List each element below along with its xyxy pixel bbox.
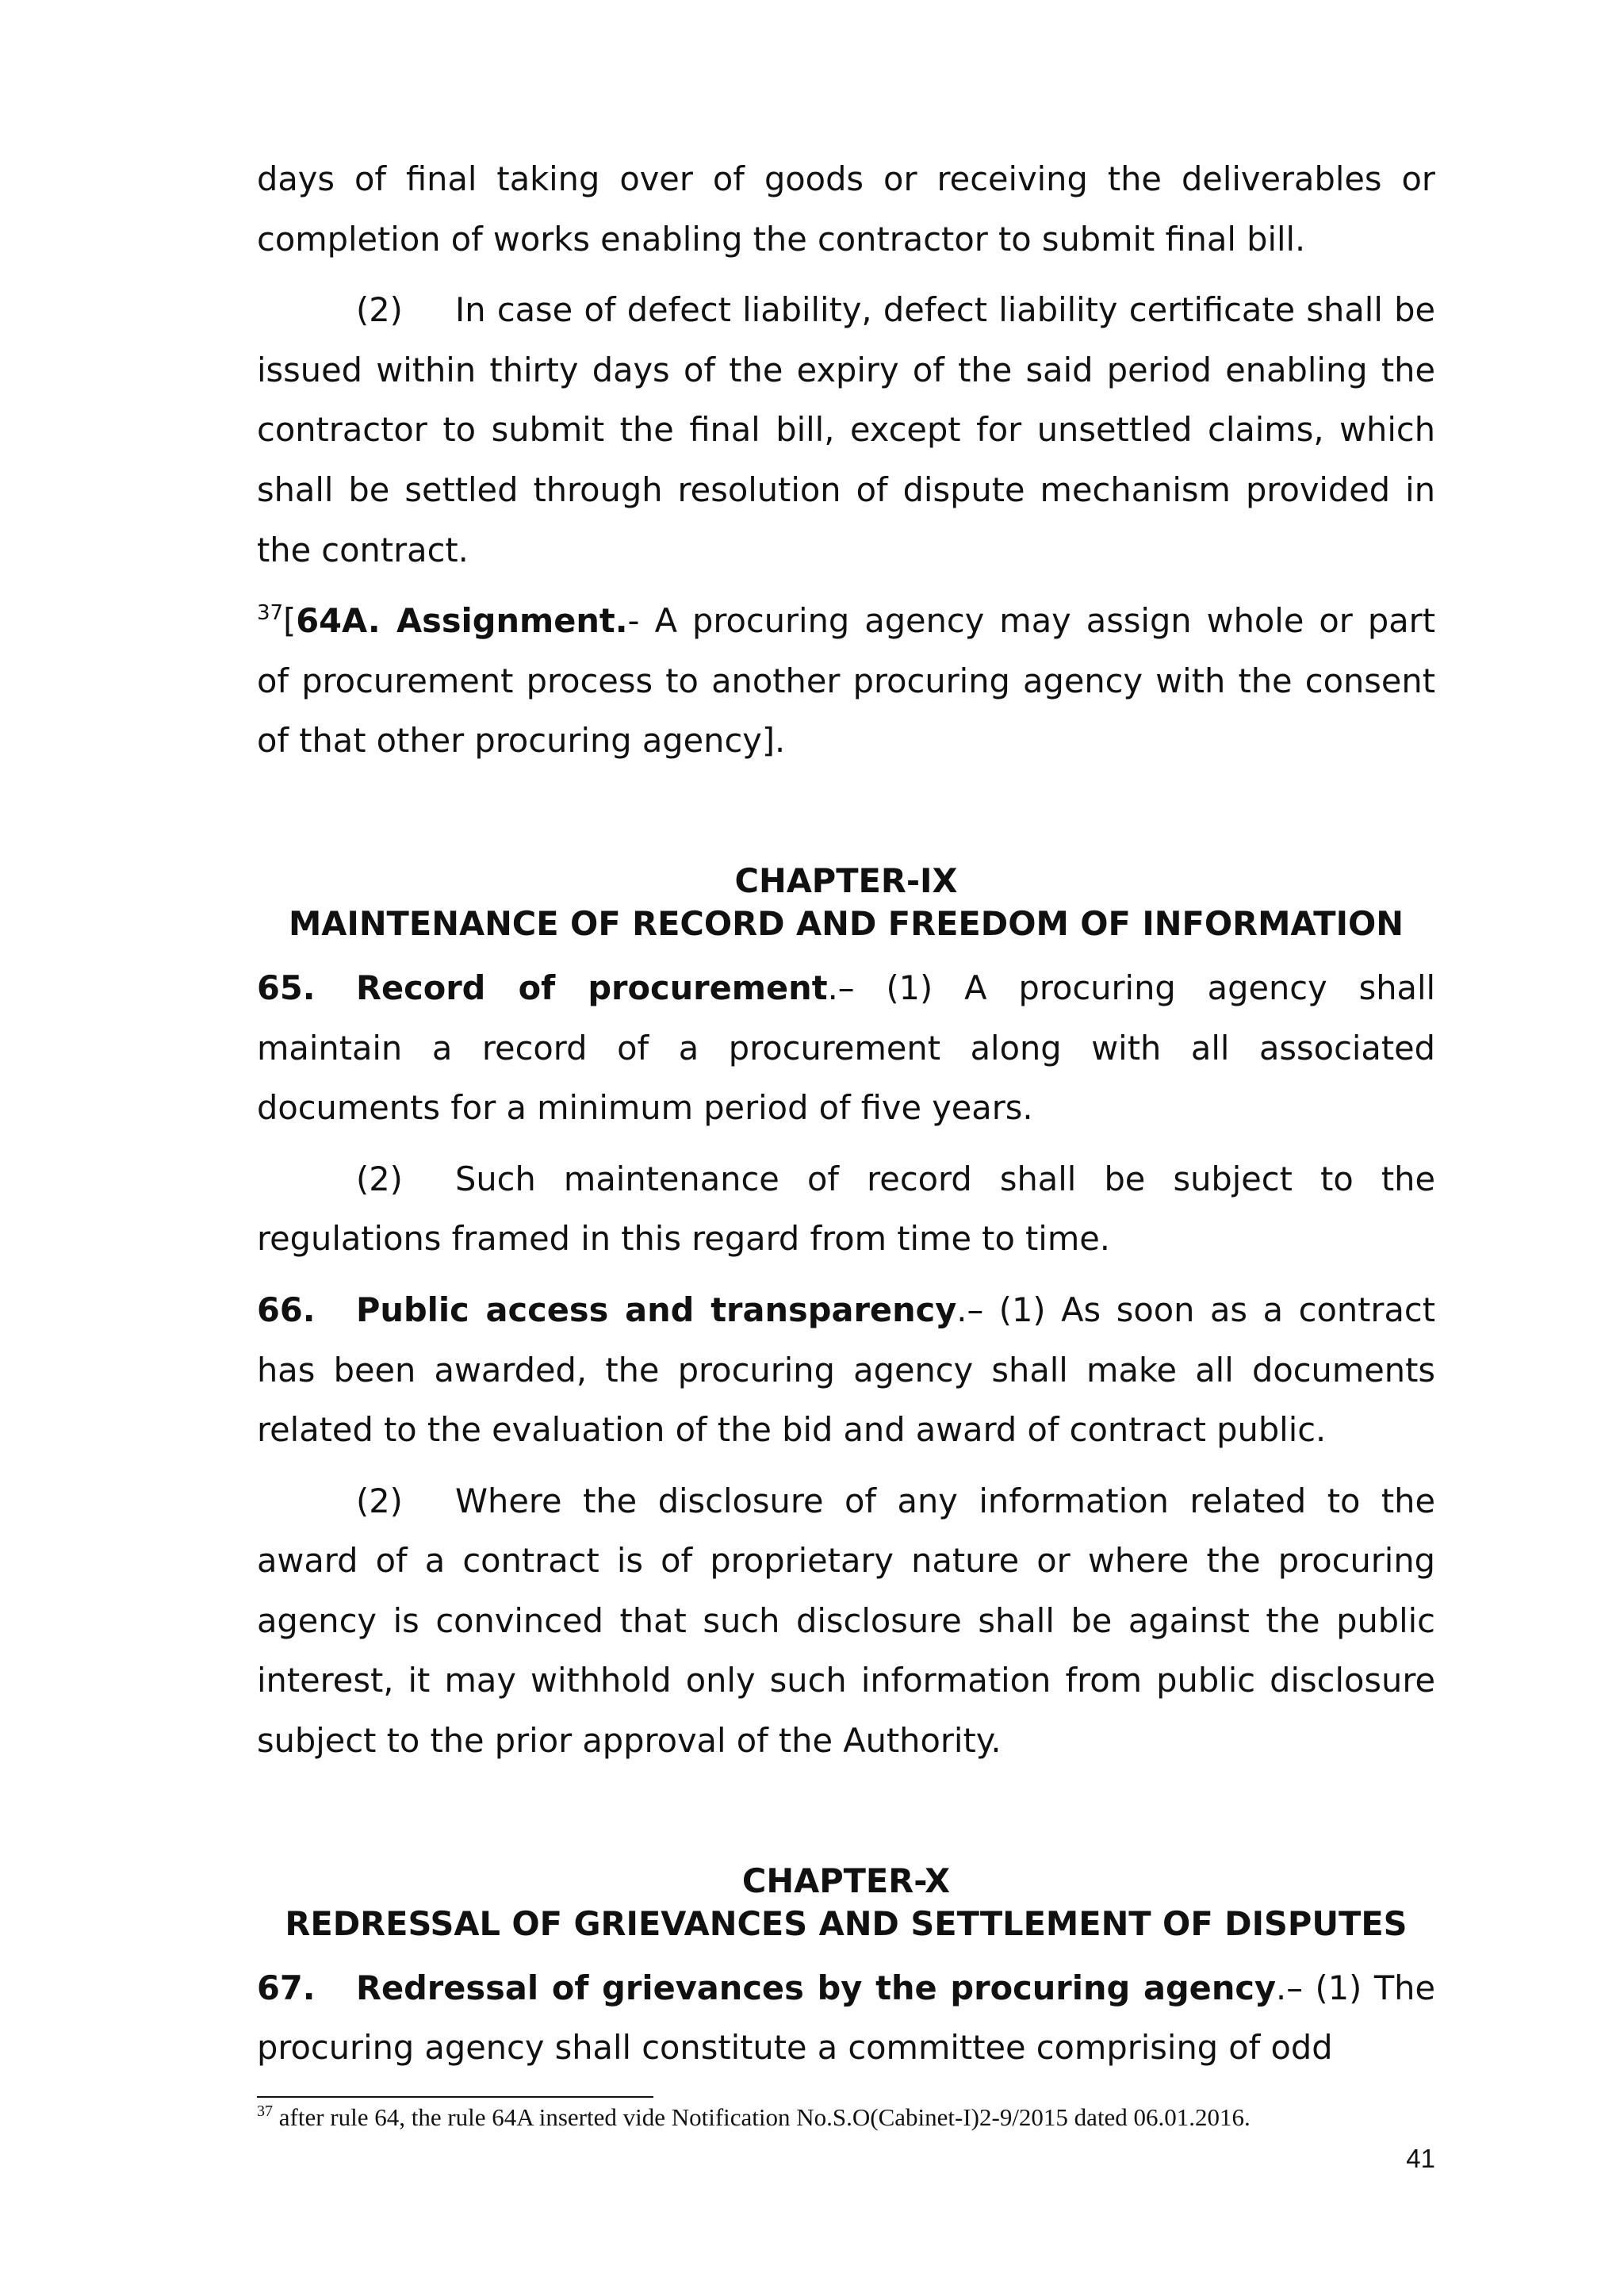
page-number: 41 <box>1406 2144 1435 2173</box>
section-text: .– (1) As soon as a contract has been awarded, the procuring agency shall make all documents related to the evaluation of the bid and award of contract public. <box>257 1290 1435 1450</box>
subsection-number: (2) <box>356 290 403 330</box>
section-title: Record of procurement <box>356 968 828 1007</box>
chapter-heading <box>257 1860 1435 1945</box>
footnote-marker: 37 <box>257 2102 273 2120</box>
footnote-reference[interactable]: 37 <box>257 601 284 626</box>
subsection-number: (2) <box>356 1159 403 1198</box>
subsection-66-2 <box>257 1471 1435 1771</box>
chapter-title: REDRESSAL OF GRIEVANCES AND SETTLEMENT OF DISPUTES <box>285 1903 1408 1943</box>
section-67 <box>257 1958 1435 2078</box>
section-text: - A procuring agency may assign whole or part of procurement process to another procuring agency with the consent of that other procuring agency]. <box>257 601 1435 761</box>
section-title: Public access and transparency <box>356 1290 957 1329</box>
paragraph-text: Such maintenance of record shall be subject to the regulations framed in this regard from time to time. <box>257 1159 1435 1259</box>
section-title: Redressal of grievances by the procuring agency <box>356 1968 1277 2007</box>
section-64a <box>257 591 1435 771</box>
footnote-separator <box>257 2096 653 2098</box>
section-65 <box>257 958 1435 1138</box>
chapter-label: CHAPTER-IX <box>734 861 958 900</box>
section-number: 66. <box>257 1290 316 1329</box>
section-text: .– (1) The procuring agency shall constitute a committee comprising of odd <box>257 1968 1435 2068</box>
section-66 <box>257 1280 1435 1460</box>
paragraph-text: In case of defect liability, defect liability certificate shall be issued within thirty days of the expiry of the said period enabling the contractor to submit the final bill, except for unsettled claims, which shall be settled through resolution of dispute mechanism provided in the contract. <box>257 290 1435 569</box>
section-title: 64A. Assignment. <box>296 601 628 641</box>
section-text: .– (1) A procuring agency shall maintain a record of a procurement along with all associated documents for a minimum period of five years. <box>257 968 1436 1128</box>
document-body <box>257 149 1435 2089</box>
subsection-65-2 <box>257 1149 1435 1269</box>
chapter-title: MAINTENANCE OF RECORD AND FREEDOM OF INFORMATION <box>288 903 1404 943</box>
subsection-number: (2) <box>356 1481 403 1520</box>
subsection-64-2 <box>257 280 1435 580</box>
footnote-text: after rule 64, the rule 64A inserted vide Notification No.S.O(Cabinet-I)2-9/2015 dated 06.01.2016. <box>273 2103 1251 2131</box>
footnote <box>257 2102 1435 2133</box>
section-number: 65. <box>257 968 316 1007</box>
bracket-open: [ <box>283 601 297 641</box>
section-number: 67. <box>257 1968 316 2007</box>
chapter-heading <box>257 860 1435 945</box>
paragraph-continuation <box>257 149 1435 269</box>
paragraph-text: days of final taking over of goods or receiving the deliverables or completion of works enabling the contractor to submit final bill. <box>257 159 1435 259</box>
paragraph-text: Where the disclosure of any information related to the award of a contract is of proprietary nature or where the procuring agency is convinced that such disclosure shall be against the public interest, it may withhold only such information from public disclosure subject to the prior approval of the Authority. <box>257 1481 1435 1761</box>
chapter-label: CHAPTER-X <box>741 1861 951 1900</box>
